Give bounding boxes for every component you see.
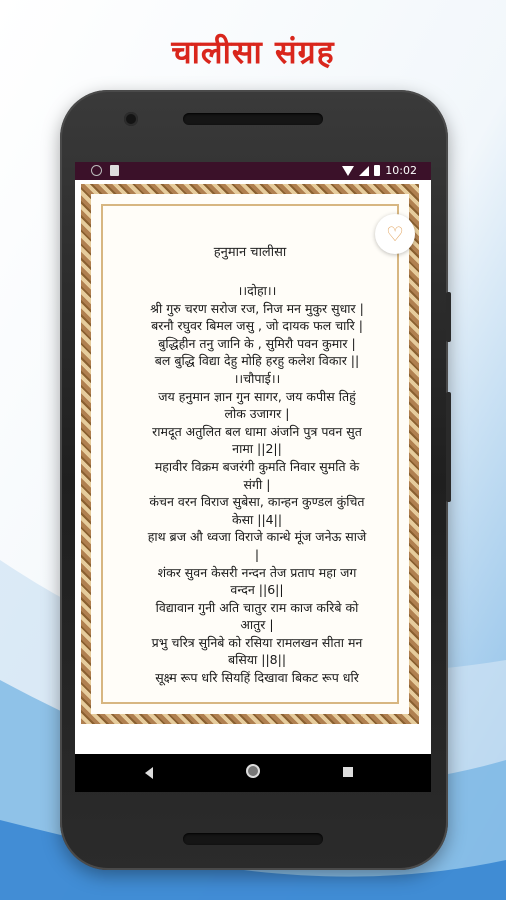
front-camera bbox=[124, 112, 138, 126]
verse-line: बरनौ रघुवर बिमल जसु , जो दायक फल चारि | bbox=[151, 318, 363, 334]
verse-line: कंचन वरन विराज सुबेसा, कान्हन कुण्डल कुंचित bbox=[149, 494, 365, 510]
wifi-icon bbox=[342, 166, 354, 176]
verse-line: आतुर | bbox=[240, 617, 274, 633]
chalisa-title: हनुमान चालीसा bbox=[213, 245, 287, 260]
verse-line: शंकर सुवन केसरी नन्दन तेज प्रताप महा जग bbox=[157, 564, 357, 580]
promo-title: चालीसा संग्रह bbox=[171, 33, 335, 71]
heart-outline-icon: ♡ bbox=[386, 222, 404, 246]
phone-screen bbox=[75, 162, 431, 792]
verse-line: सूक्ष्म रूप धरि सियहिं दिखावा बिकट रूप धरि bbox=[155, 670, 359, 686]
status-bar bbox=[75, 162, 431, 180]
verse-line: हाथ ब्रज औ ध्वजा विराजे कान्धे मूंज जनेऊ साजे bbox=[147, 529, 367, 545]
verse-line: ।।चौपाई।। bbox=[233, 370, 281, 386]
decorative-frame bbox=[81, 184, 419, 724]
signal-icon bbox=[359, 166, 369, 176]
sd-card-icon bbox=[110, 165, 119, 176]
battery-icon bbox=[374, 165, 380, 176]
verse-line: विद्यावान गुनी अति चातुर राम काज करिबे को bbox=[155, 599, 359, 615]
verse-line: श्री गुरु चरण सरोज रज, निज मन मुकुर सुधार | bbox=[150, 300, 364, 316]
verse-line: रामदूत अतुलित बल धामा अंजनि पुत्र पवन सुत bbox=[152, 423, 362, 439]
verse-line: | bbox=[254, 546, 260, 562]
verse-line: प्रभु चरित्र सुनिबे को रसिया रामलखन सीता मन bbox=[151, 634, 363, 650]
earpiece-speaker bbox=[183, 113, 323, 125]
verse-line: वन्दन ||6|| bbox=[230, 582, 284, 598]
navigation-bar bbox=[75, 754, 431, 792]
volume-button bbox=[446, 392, 451, 502]
verse-line: बल बुद्धि विद्या देहु मोहि हरहु कलेश विकार || bbox=[154, 353, 360, 369]
chalisa-text[interactable] bbox=[105, 282, 409, 687]
verse-line: नामा ||2|| bbox=[232, 441, 282, 457]
back-icon[interactable] bbox=[145, 767, 153, 779]
favorite-button[interactable] bbox=[375, 214, 415, 254]
status-time: 10:02 bbox=[385, 164, 417, 177]
verse-line: केसा ||4|| bbox=[231, 511, 283, 527]
recents-icon[interactable] bbox=[343, 767, 353, 777]
verse-line: ।।दोहा।। bbox=[237, 283, 277, 298]
verse-line: जय हनुमान ज्ञान गुन सागर, जय कपीस तिहुं bbox=[158, 388, 356, 404]
verse-line: महावीर विक्रम बजरंगी कुमति निवार सुमति के bbox=[154, 458, 360, 474]
home-icon[interactable] bbox=[246, 764, 260, 778]
power-button bbox=[446, 292, 451, 342]
bottom-speaker bbox=[183, 833, 323, 845]
verse-line: संगी | bbox=[243, 476, 271, 492]
verse-line: बसिया ||8|| bbox=[227, 652, 287, 668]
verse-line: लोक उजागर | bbox=[224, 406, 290, 422]
verse-line: बुद्धिहीन तनु जानि के , सुमिरौ पवन कुमार | bbox=[158, 335, 356, 351]
notification-dot-icon bbox=[91, 165, 102, 176]
